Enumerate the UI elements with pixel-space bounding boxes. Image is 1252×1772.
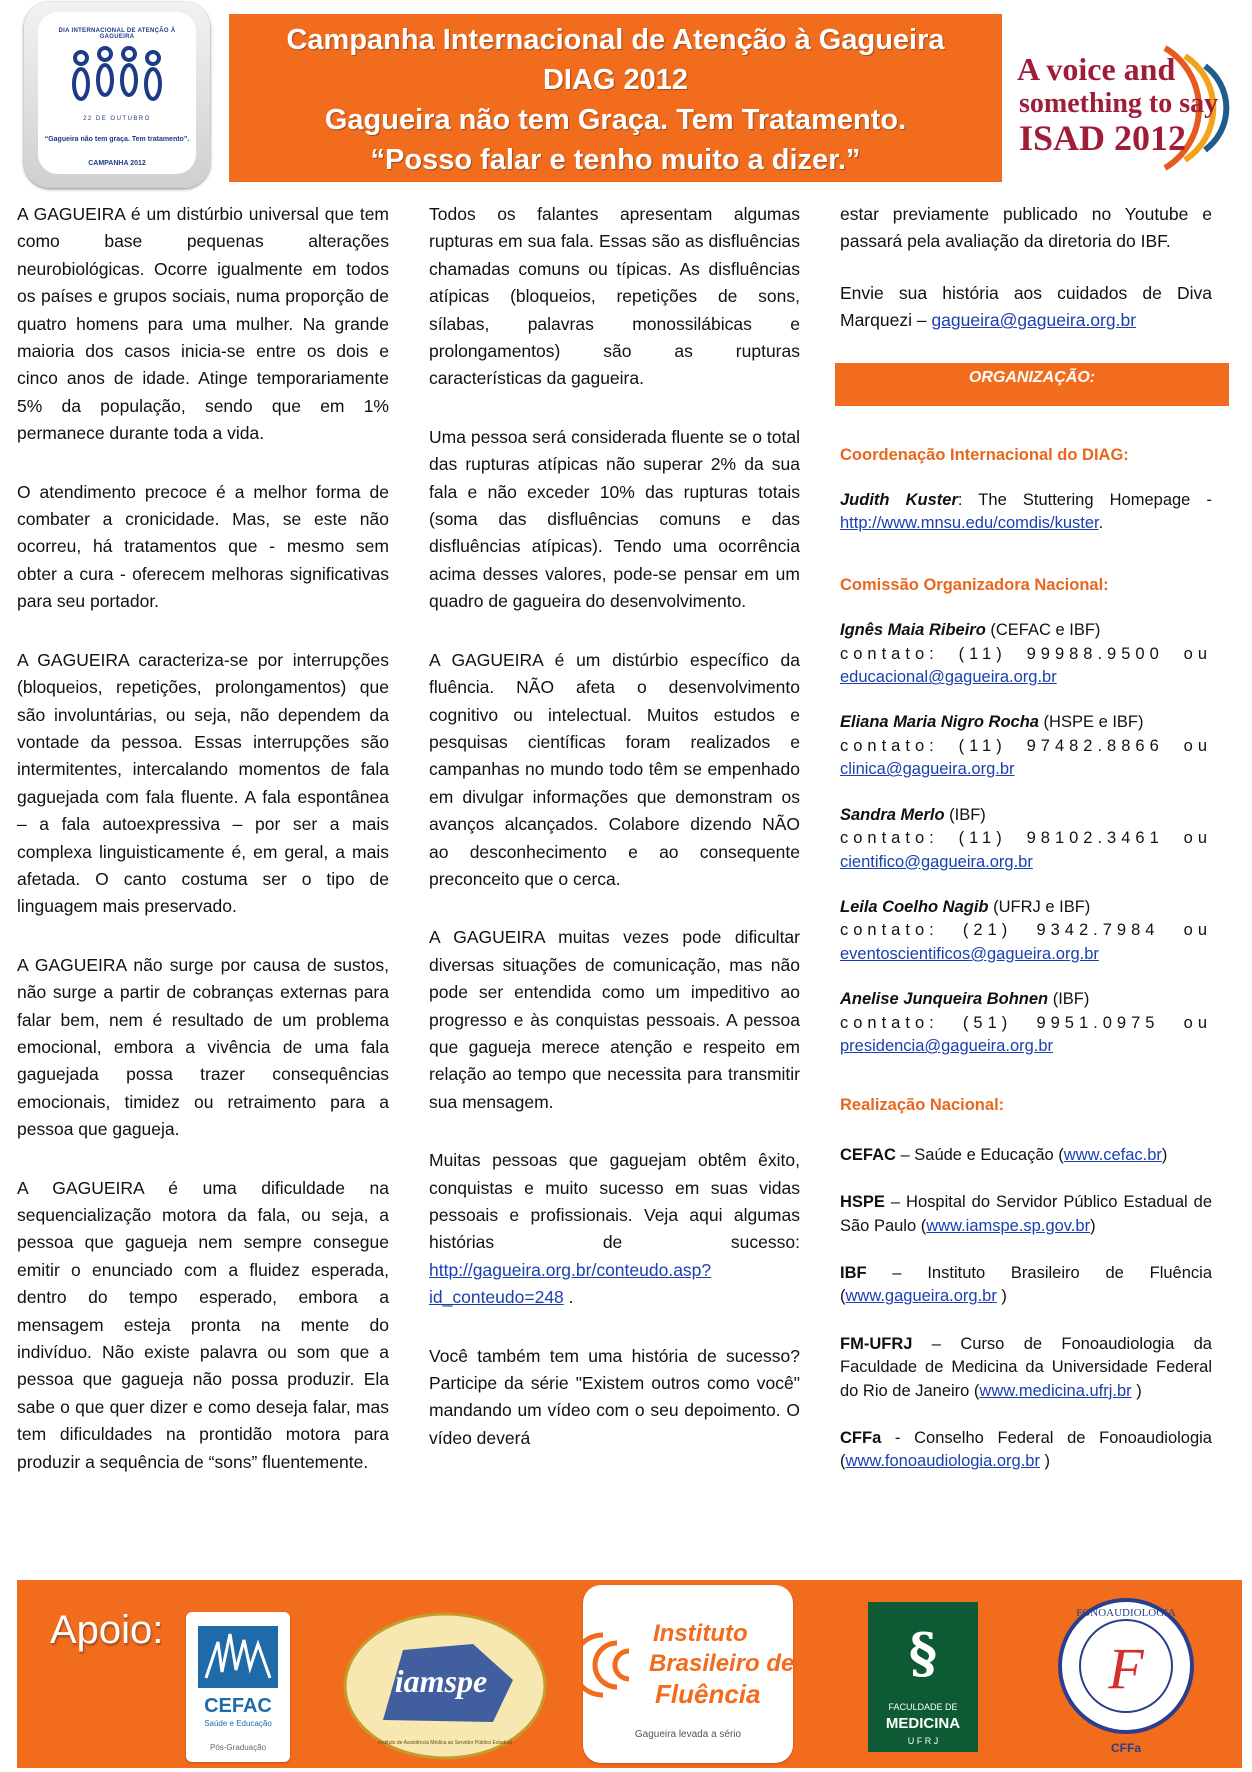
member-email-link[interactable]: educacional@gagueira.org.br (840, 668, 1057, 687)
diag-campaign-logo (24, 2, 210, 188)
institution-abbr: FM-UFRJ (840, 1334, 913, 1353)
cffa-name: CFFa (1111, 1741, 1141, 1755)
institution-abbr: CEFAC (840, 1145, 896, 1164)
coordinator-link[interactable]: http://www.mnsu.edu/comdis/kuster (840, 514, 1099, 533)
logo-campaign: CAMPANHA 2012 (88, 160, 146, 167)
support-label: Apoio: (50, 1608, 164, 1652)
ufrj-line-2: MEDICINA (885, 1715, 961, 1732)
coordinator-text: : The Stuttering Homepage - (957, 491, 1212, 510)
institution-text: – Curso de Fonoaudiologia da Faculdade de Medicina da Universidade Federal do Rio de Janeiro ( (840, 1334, 1212, 1400)
committee-member (840, 804, 1212, 874)
institution-entry (840, 1191, 1212, 1238)
col1-paragraph-3: A GAGUEIRA caracteriza-se por interrupções (bloqueios, repetições, prolongamentos) que são involuntárias, ou seja, não dependem da vontade da pessoa. Essas interrupções são intermitentes, intercalando momentos de fala gaguejada com fala fluente. A fala espontânea – a fala autoexpressiva – por ser a mais complexa linguisticamente é, em geral, a mais afetada. O canto costuma ser o tipo de linguagem mais preservado. (17, 649, 389, 917)
member-name: Ignês Maia Ribeiro (840, 621, 986, 640)
isad-line-2: something to say (1019, 88, 1219, 119)
iamspe-sub: Instituto de Assistência Médica ao Servidor Público Estadual (378, 1740, 512, 1746)
cefac-sub2: Pós-Graduação (209, 1743, 267, 1752)
ufrj-medicine-logo (862, 1592, 984, 1760)
institution-end: ) (1131, 1381, 1142, 1400)
member-contact: contato: (11) 98102.3461 ou (840, 829, 1212, 848)
send-story-email-link[interactable]: gagueira@gagueira.org.br (931, 310, 1137, 331)
member-name: Eliana Maria Nigro Rocha (840, 713, 1039, 732)
member-email-link[interactable]: clinica@gagueira.org.br (840, 760, 1015, 779)
logo-ring-text: DIA INTERNACIONAL DE ATENÇÃO À GAGUEIRA (58, 28, 176, 40)
member-email-link[interactable]: cientifico@gagueira.org.br (840, 852, 1033, 871)
column-1 (17, 201, 389, 1507)
cffa-emblem-icon: F (1108, 1636, 1144, 1701)
cffa-ring-text: FONOAUDIOLOGIA (1076, 1607, 1176, 1619)
title-line-3: Gagueira não tem Graça. Tem Tratamento. (324, 104, 907, 136)
col1-paragraph-4: A GAGUEIRA não surge por causa de sustos, não surge a partir de cobranças externas para falar bem, nem é resultado de um problema emocional, embora a vivência de uma fala gaguejada possa trazer consequências emocionais, timidez ou retraimento para a pessoa que gagueja. (17, 954, 389, 1140)
coordinator-entry (840, 489, 1212, 536)
title-line-1: Campanha Internacional de Atenção à Gagueira (286, 24, 945, 56)
isad-line-3: ISAD 2012 (1019, 118, 1187, 158)
member-contact: contato: (51) 9951.0975 ou (840, 1013, 1212, 1032)
member-email-link[interactable]: eventoscientificos@gagueira.org.br (840, 944, 1099, 963)
institution-link[interactable]: www.gagueira.org.br (845, 1287, 997, 1306)
institution-end: ) (996, 1287, 1007, 1306)
success-stories-link[interactable]: http://gagueira.org.br/conteudo.asp?id_conteudo=248 (429, 1259, 712, 1308)
committee-member (840, 711, 1212, 781)
send-story-text: Envie sua história aos cuidados de Diva Marquezi – (840, 282, 1212, 331)
member-contact: contato: (11) 97482.8866 ou (840, 736, 1212, 755)
column-2 (429, 201, 800, 1483)
col2-paragraph-1: Todos os falantes apresentam algumas rupturas em sua fala. Essas são as disfluências chamadas comuns ou típicas. As disfluências atípicas (bloqueios, repetições de sons, sílabas, palavras monossilábicas e prolongamentos) são as rupturas características da gagueira. (429, 204, 800, 389)
ufrj-line-1: FACULDADE DE (888, 1702, 958, 1712)
institution-abbr: IBF (840, 1263, 867, 1282)
ibf-tagline: Gagueira levada a sério (634, 1729, 742, 1740)
institution-link[interactable]: www.medicina.ufrj.br (979, 1381, 1132, 1400)
logo-slogan: “Gagueira não tem graça. Tem tratamento”. (44, 136, 190, 143)
cefac-name: CEFAC (204, 1695, 272, 1717)
member-name: Leila Coelho Nagib (840, 897, 989, 916)
logo-date: 22 DE OUTUBRO (83, 116, 151, 122)
institution-entry (840, 1333, 1212, 1403)
member-email-link[interactable]: presidencia@gagueira.org.br (840, 1036, 1054, 1055)
header-banner (229, 14, 1002, 182)
col2-paragraph-6: Você também tem uma história de sucesso? Participe da série "Existem outros como você" mandando um vídeo com o seu depoimento. O vídeo deverá (429, 1345, 800, 1448)
isad-line-1: A voice and (1017, 51, 1176, 87)
coordinator-end: . (1098, 514, 1104, 533)
institution-text: - Conselho Federal de Fonoaudiologia ( (840, 1429, 1212, 1471)
institution-entry (840, 1427, 1212, 1474)
committee-member (840, 619, 1212, 689)
member-affiliation: (IBF) (1048, 990, 1090, 1009)
col2-paragraph-5 (429, 1147, 800, 1311)
col2-paragraph-3: A GAGUEIRA é um distúrbio específico da fluência. NÃO afeta o desenvolvimento cognitivo ou intelectual. Muitos estudos e pesquisas científicas foram realizados e campanhas no mundo todo têm se empenhado em divulgar informações que demonstram os avanços alcançados. Colabore dizendo NÃO ao desconhecimento e ao consequente preconceito que o cerca. (429, 649, 800, 889)
committee-member (840, 988, 1212, 1058)
institution-end: ) (1161, 1145, 1168, 1164)
institution-text: – Hospital do Servidor Público Estadual de São Paulo ( (840, 1193, 1212, 1235)
member-affiliation: (UFRJ e IBF) (988, 897, 1091, 916)
cefac-logo (186, 1612, 290, 1762)
national-committee-title: Comissão Organizadora Nacional: (840, 575, 1109, 594)
success-stories-text: Muitas pessoas que gaguejam obtêm êxito, conquistas e muito sucesso em suas vidas pessoais e profissionais. Veja aqui algumas histórias de sucesso: (429, 1150, 800, 1253)
col3-paragraph-1: estar previamente publicado no Youtube e passará pela avaliação da diretoria do IBF. (840, 204, 1212, 252)
member-name: Sandra Merlo (840, 805, 945, 824)
people-icon (67, 46, 167, 106)
iamspe-logo (343, 1610, 547, 1762)
member-contact: contato: (11) 99988.9500 ou (840, 644, 1212, 663)
member-affiliation: (HSPE e IBF) (1038, 713, 1144, 732)
ufrj-line-3: U F R J (907, 1736, 939, 1746)
institution-text: – Saúde e Educação ( (895, 1145, 1064, 1164)
ibf-line-3: Fluência (655, 1679, 761, 1709)
institution-entry (840, 1144, 1212, 1167)
institution-end: ) (1090, 1216, 1096, 1235)
national-realization-title: Realização Nacional: (840, 1096, 1005, 1115)
member-contact: contato: (21) 9342.7984 ou (840, 921, 1212, 940)
cffa-logo (1052, 1590, 1200, 1760)
title-line-4: “Posso falar e tenho muito a dizer.” (370, 144, 861, 176)
member-affiliation: (CEFAC e IBF) (985, 621, 1101, 640)
success-stories-end: . (568, 1287, 574, 1308)
ibf-line-1: Instituto (653, 1620, 748, 1647)
col1-paragraph-5: A GAGUEIRA é uma dificuldade na sequencialização motora da fala, ou seja, a pessoa que gagueja nem sempre consegue emitir o enunciado com a fluidez esperada, dentro do tempo esperado, embora a mensagem esteja pronta na mente do indivíduo. Não existe palavra ou som que a pessoa que gagueja não possa produzir. Ela sabe o que quer dizer e como deseja falar, mas tem dificuldades na prontidão motora para produzir a sequência de “sons” fluentemente. (17, 1177, 389, 1472)
coordinator-name: Judith Kuster (840, 491, 958, 510)
institution-abbr: HSPE (840, 1193, 885, 1212)
institution-entry (840, 1262, 1212, 1309)
col2-paragraph-2: Uma pessoa será considerada fluente se o total das rupturas atípicas não superar 2% da sua fala e não exceder 10% das rupturas totais (soma das disfluências comuns e das disfluências atípicas). Tendo uma ocorrência acima desses valores, pode-se pensar em um quadro de gagueira do desenvolvimento. (429, 426, 800, 612)
col2-paragraph-4: A GAGUEIRA muitas vezes pode dificultar diversas situações de comunicação, mas não pode ser entendida como um impeditivo ao progresso e às conquistas pessoais. A pessoa que gagueja merece atenção e respeito em relação ao tempo que necessita para transmitir sua mensagem. (429, 927, 800, 1112)
title-line-2: DIAG 2012 (542, 64, 689, 96)
institution-link[interactable]: www.fonoaudiologia.org.br (845, 1452, 1040, 1471)
ibf-logo (583, 1585, 793, 1763)
col1-paragraph-2: O atendimento precoce é a melhor forma de combater a cronicidade. Mas, se este não ocorreu, há tratamentos que - mesmo sem obter a cura - oferecem melhoras significativas para seu portador. (17, 481, 389, 612)
col3-paragraph-2 (840, 280, 1212, 335)
column-3 (840, 201, 1212, 1498)
isad-2012-logo (1015, 38, 1245, 178)
cefac-sub: Saúde e Educação (204, 1719, 272, 1728)
ibf-line-2: Brasileiro de (649, 1650, 793, 1677)
col1-paragraph-1: A GAGUEIRA é um distúrbio universal que tem como base pequenas alterações neurobiológicas. Ocorre igualmente em todos os países e grupos sociais, numa proporção de quatro homens para uma mulher. Na grande maioria dos casos inicia-se entre os dois e cinco anos de idade. Atinge temporariamente 5% da população, sendo que em 1% permanece durante toda a vida. (17, 204, 389, 444)
institution-link[interactable]: www.cefac.br (1063, 1145, 1162, 1164)
institution-end: ) (1039, 1452, 1051, 1471)
committee-member (840, 896, 1212, 966)
member-name: Anelise Junqueira Bohnen (840, 990, 1049, 1009)
iamspe-name: iamspe (394, 1663, 488, 1699)
organization-bar: ORGANIZAÇÃO: (835, 363, 1229, 406)
member-affiliation: (IBF) (944, 805, 986, 824)
institution-text: – Instituto Brasileiro de Fluência ( (840, 1263, 1212, 1306)
institution-abbr: CFFa (840, 1429, 882, 1447)
institution-link[interactable]: www.iamspe.sp.gov.br (926, 1216, 1091, 1235)
caduceus-icon: § (908, 1621, 938, 1685)
coordination-title: Coordenação Internacional do DIAG: (840, 445, 1129, 464)
